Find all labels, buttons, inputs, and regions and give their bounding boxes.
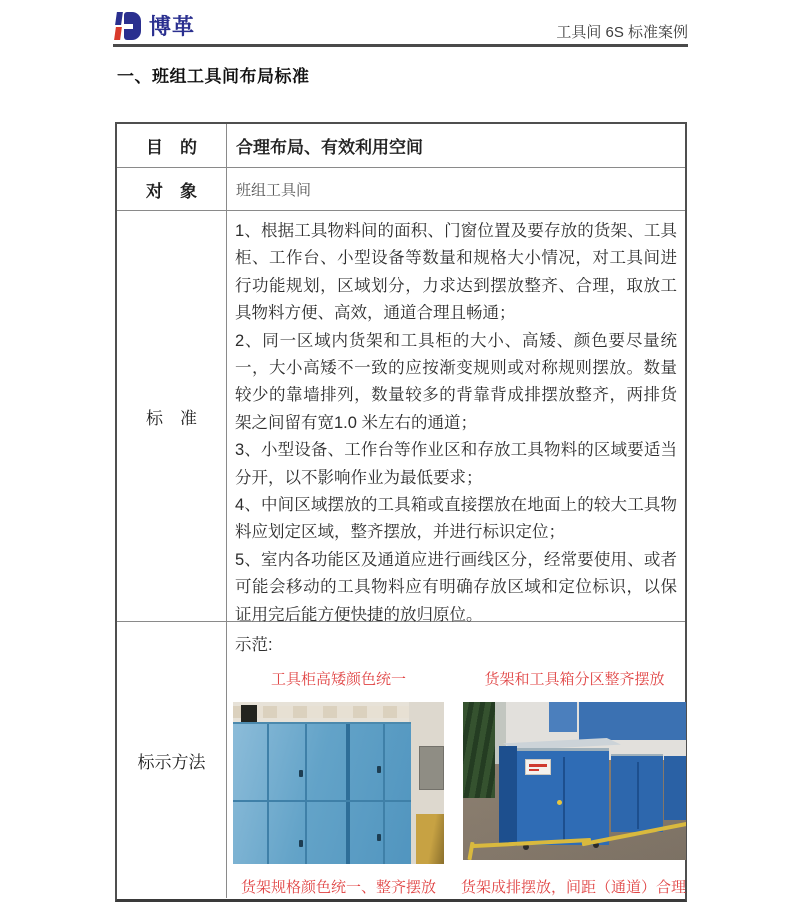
locker-seam bbox=[305, 724, 307, 864]
table-row-target bbox=[117, 167, 685, 210]
marking-examples bbox=[227, 622, 685, 898]
locker-handle bbox=[299, 840, 303, 847]
caption-bottom-left: 货架规格颜色统一、整齐摆放 bbox=[240, 879, 436, 896]
photo-shelf-row bbox=[463, 702, 686, 860]
standards-table bbox=[115, 122, 687, 902]
target-value: 班组工具间 bbox=[236, 182, 312, 199]
locker-handle bbox=[377, 834, 381, 841]
standard-text bbox=[227, 211, 685, 624]
blue-lockers bbox=[233, 722, 411, 864]
cabinet-side-panel bbox=[499, 746, 517, 846]
standard-item-4: 4、中间区域摆放的工具箱或直接摆放在地面上的较大工具物料应划定区域，整齐摆放，并进行标识定位； bbox=[235, 496, 677, 542]
locker-seam-horizontal bbox=[233, 800, 411, 802]
cabinet-handle bbox=[557, 800, 562, 805]
boge-logo-icon bbox=[115, 11, 142, 41]
row-label-purpose: 目 的 bbox=[117, 124, 227, 167]
cabinet-door-seam bbox=[563, 757, 565, 840]
background-cabinet-top bbox=[549, 702, 577, 732]
yellow-equipment bbox=[416, 814, 444, 864]
standard-item-2: 2、同一区域内货架和工具柜的大小、高矮、颜色要尽量统一，大小高矮不一致的应按渐变规则或对称规则摆放。数量较少的靠墙排列，数量较多的背靠背成排摆放整齐，两排货架之间留有宽1.0 米左右的通道； bbox=[235, 331, 677, 432]
document-title: 工具间 6S 标准案例 bbox=[556, 24, 688, 41]
background-cabinet-top bbox=[579, 702, 686, 740]
standard-item-3: 3、小型设备、工作台等作业区和存放工具物料的区域要适当分开，以不影响作业为最低要求； bbox=[235, 441, 677, 487]
cabinet-door-seam bbox=[637, 762, 639, 829]
logo-bar-top bbox=[115, 12, 123, 25]
table-row-standard bbox=[117, 210, 685, 624]
cabinet-2 bbox=[611, 754, 663, 832]
standard-item-5: 5、室内各功能区及通道应进行画线区分，经常要使用、或者可能会移动的工具物料应有明确存放区域和定位标识，以保证用完后能方便快捷的放归原位。 bbox=[235, 550, 677, 624]
locker-handle bbox=[377, 766, 381, 773]
logo-text: 博革 bbox=[149, 14, 196, 39]
purpose-value: 合理布局、有效利用空间 bbox=[236, 138, 423, 157]
row-label-marking: 标示方法 bbox=[117, 622, 227, 898]
cabinet-3 bbox=[664, 756, 686, 820]
boge-logo bbox=[115, 10, 195, 41]
locker-handle bbox=[299, 770, 303, 777]
logo-g-notch bbox=[124, 24, 133, 29]
cabinet-front bbox=[517, 748, 609, 845]
dark-foliage bbox=[463, 702, 495, 798]
locker-seam bbox=[383, 724, 385, 864]
row-label-target: 对 象 bbox=[117, 168, 227, 210]
table-row-marking bbox=[117, 621, 685, 898]
gray-box bbox=[419, 746, 444, 790]
caption-bottom-right: 货架成排摆放，间距（通道）合理 bbox=[460, 879, 686, 896]
photo-tool-cabinets bbox=[233, 702, 444, 864]
locker-gap bbox=[346, 724, 350, 864]
header-divider bbox=[113, 44, 688, 47]
table-row-purpose bbox=[117, 124, 685, 167]
section-heading: 一、班组工具间布局标准 bbox=[117, 67, 310, 86]
demo-label: 示范: bbox=[235, 636, 273, 654]
cabinet-label bbox=[525, 759, 551, 775]
page-header bbox=[113, 8, 688, 48]
row-label-standard: 标 准 bbox=[117, 211, 227, 621]
caption-top-left: 工具柜高矮颜色统一 bbox=[270, 671, 406, 688]
standard-item-1: 1、根据工具物料间的面积、门窗位置及要存放的货架、工具柜、工作台、小型设备等数量和规格大小情况，对工具间进行功能规划，区域划分，力求达到摆放整齐、合理，取放工具物料方便、高效，通道合理且畅通； bbox=[235, 222, 677, 323]
dark-object bbox=[241, 705, 257, 723]
caption-top-right: 货架和工具箱分区整齐摆放 bbox=[484, 671, 665, 688]
locker-seam bbox=[267, 724, 269, 864]
floor-line-yellow bbox=[467, 842, 474, 860]
logo-bar-bottom bbox=[114, 27, 122, 40]
